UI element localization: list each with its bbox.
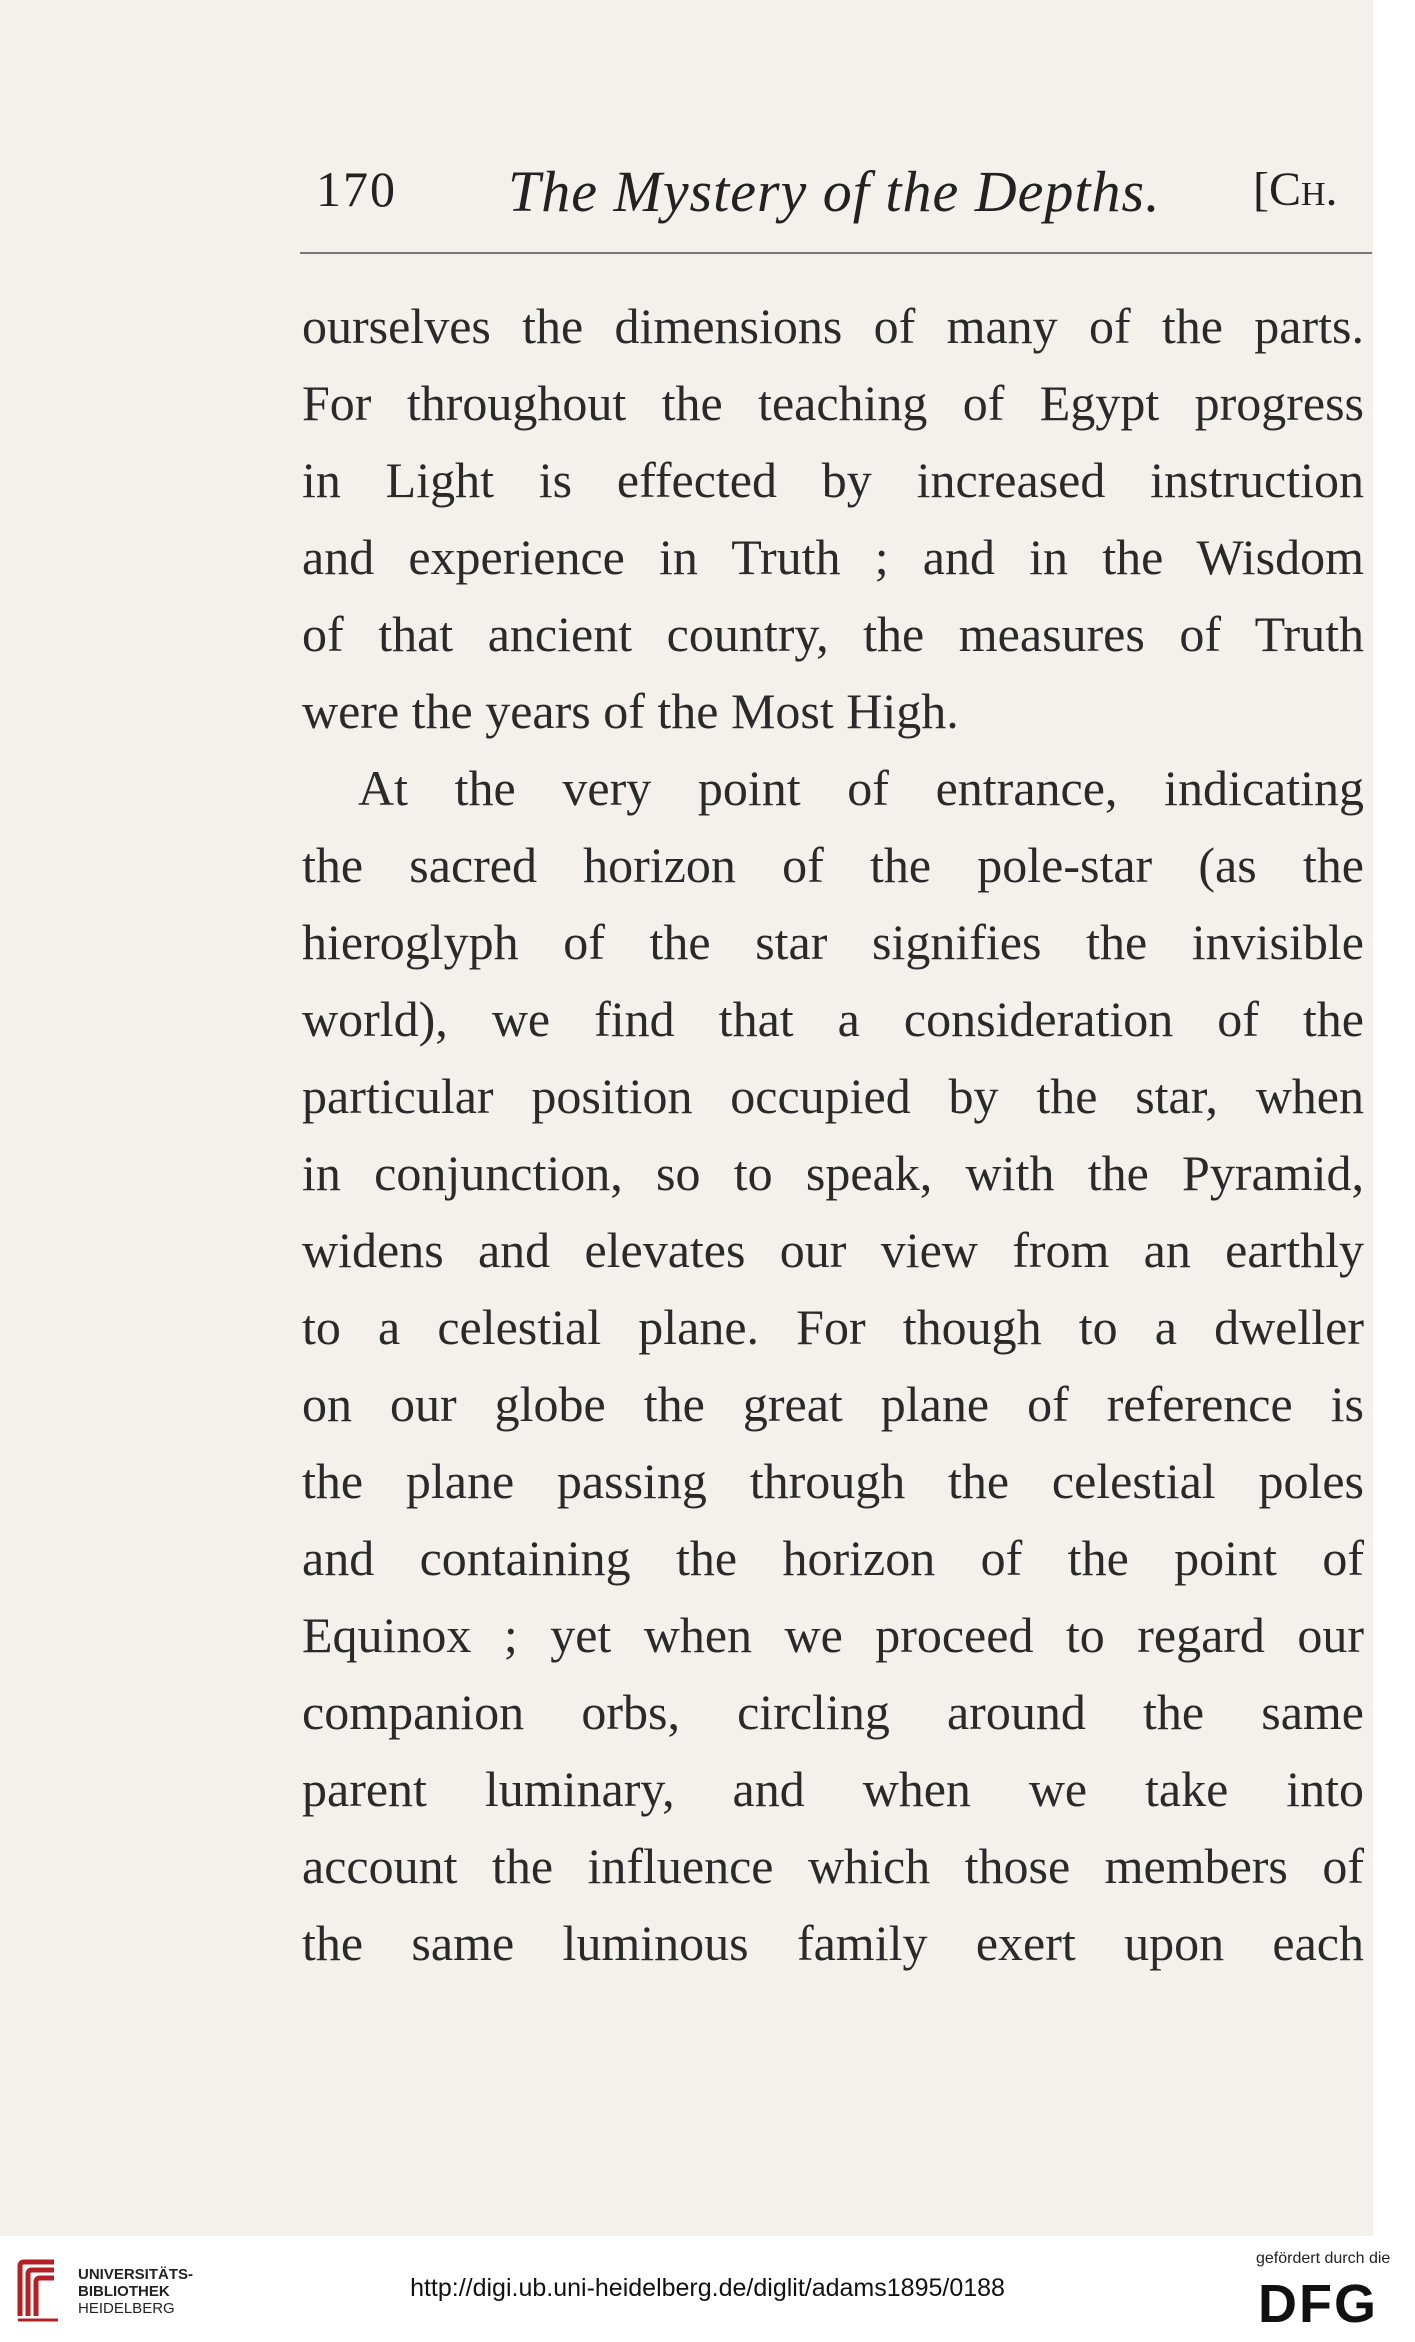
text-line: account the influence which those members of bbox=[302, 1838, 1364, 1894]
text-line: of that ancient country, the measures of Truth bbox=[302, 606, 1364, 662]
body-text bbox=[302, 288, 1364, 1982]
text-line: to a celestial plane. For though to a dweller bbox=[302, 1299, 1364, 1355]
page-number: 170 bbox=[316, 161, 397, 217]
text-line: ourselves the dimensions of many of the parts. bbox=[302, 298, 1364, 354]
text-line: At the very point of entrance, indicating bbox=[358, 760, 1364, 816]
text-line: parent luminary, and when we take into bbox=[302, 1761, 1364, 1817]
library-name-line-3: HEIDELBERG bbox=[78, 2300, 175, 2317]
funder-caption: gefördert durch die bbox=[1256, 2250, 1391, 2267]
text-line: For throughout the teaching of Egypt progress bbox=[302, 375, 1364, 431]
text-line: in conjunction, so to speak, with the Pyramid, bbox=[302, 1145, 1364, 1201]
text-line: and experience in Truth ; and in the Wisdom bbox=[302, 529, 1364, 585]
page-margin bbox=[1373, 0, 1415, 2236]
chapter-mark: [Ch. bbox=[1253, 163, 1338, 216]
text-line: were the years of the Most High. bbox=[302, 683, 959, 739]
text-line: world), we find that a consideration of the bbox=[302, 991, 1364, 1047]
running-head bbox=[0, 160, 1373, 240]
text-line: widens and elevates our view from an earthly bbox=[302, 1222, 1364, 1278]
text-line: the sacred horizon of the pole-star (as the bbox=[302, 837, 1364, 893]
text-line: companion orbs, circling around the same bbox=[302, 1684, 1364, 1740]
dfg-logo[interactable]: DFG bbox=[1258, 2274, 1378, 2334]
text-line: and containing the horizon of the point of bbox=[302, 1530, 1364, 1586]
running-title: The Mystery of the Depths. bbox=[508, 159, 1161, 224]
header-rule bbox=[300, 252, 1372, 254]
library-name-line-1: UNIVERSITÄTS- bbox=[78, 2266, 194, 2283]
text-line: hieroglyph of the star signifies the invisible bbox=[302, 914, 1364, 970]
text-line: particular position occupied by the star, when bbox=[302, 1068, 1364, 1124]
text-line: the same luminous family exert upon each bbox=[302, 1915, 1364, 1971]
text-line: the plane passing through the celestial poles bbox=[302, 1453, 1364, 1509]
library-name-line-2: BIBLIOTHEK bbox=[78, 2283, 170, 2300]
permalink-url[interactable]: http://digi.ub.uni-heidelberg.de/diglit/adams1895/0188 bbox=[410, 2274, 1005, 2302]
footer-bar bbox=[0, 2236, 1415, 2342]
text-line: in Light is effected by increased instruction bbox=[302, 452, 1364, 508]
text-line: Equinox ; yet when we proceed to regard our bbox=[302, 1607, 1364, 1663]
text-line: on our globe the great plane of reference is bbox=[302, 1376, 1364, 1432]
